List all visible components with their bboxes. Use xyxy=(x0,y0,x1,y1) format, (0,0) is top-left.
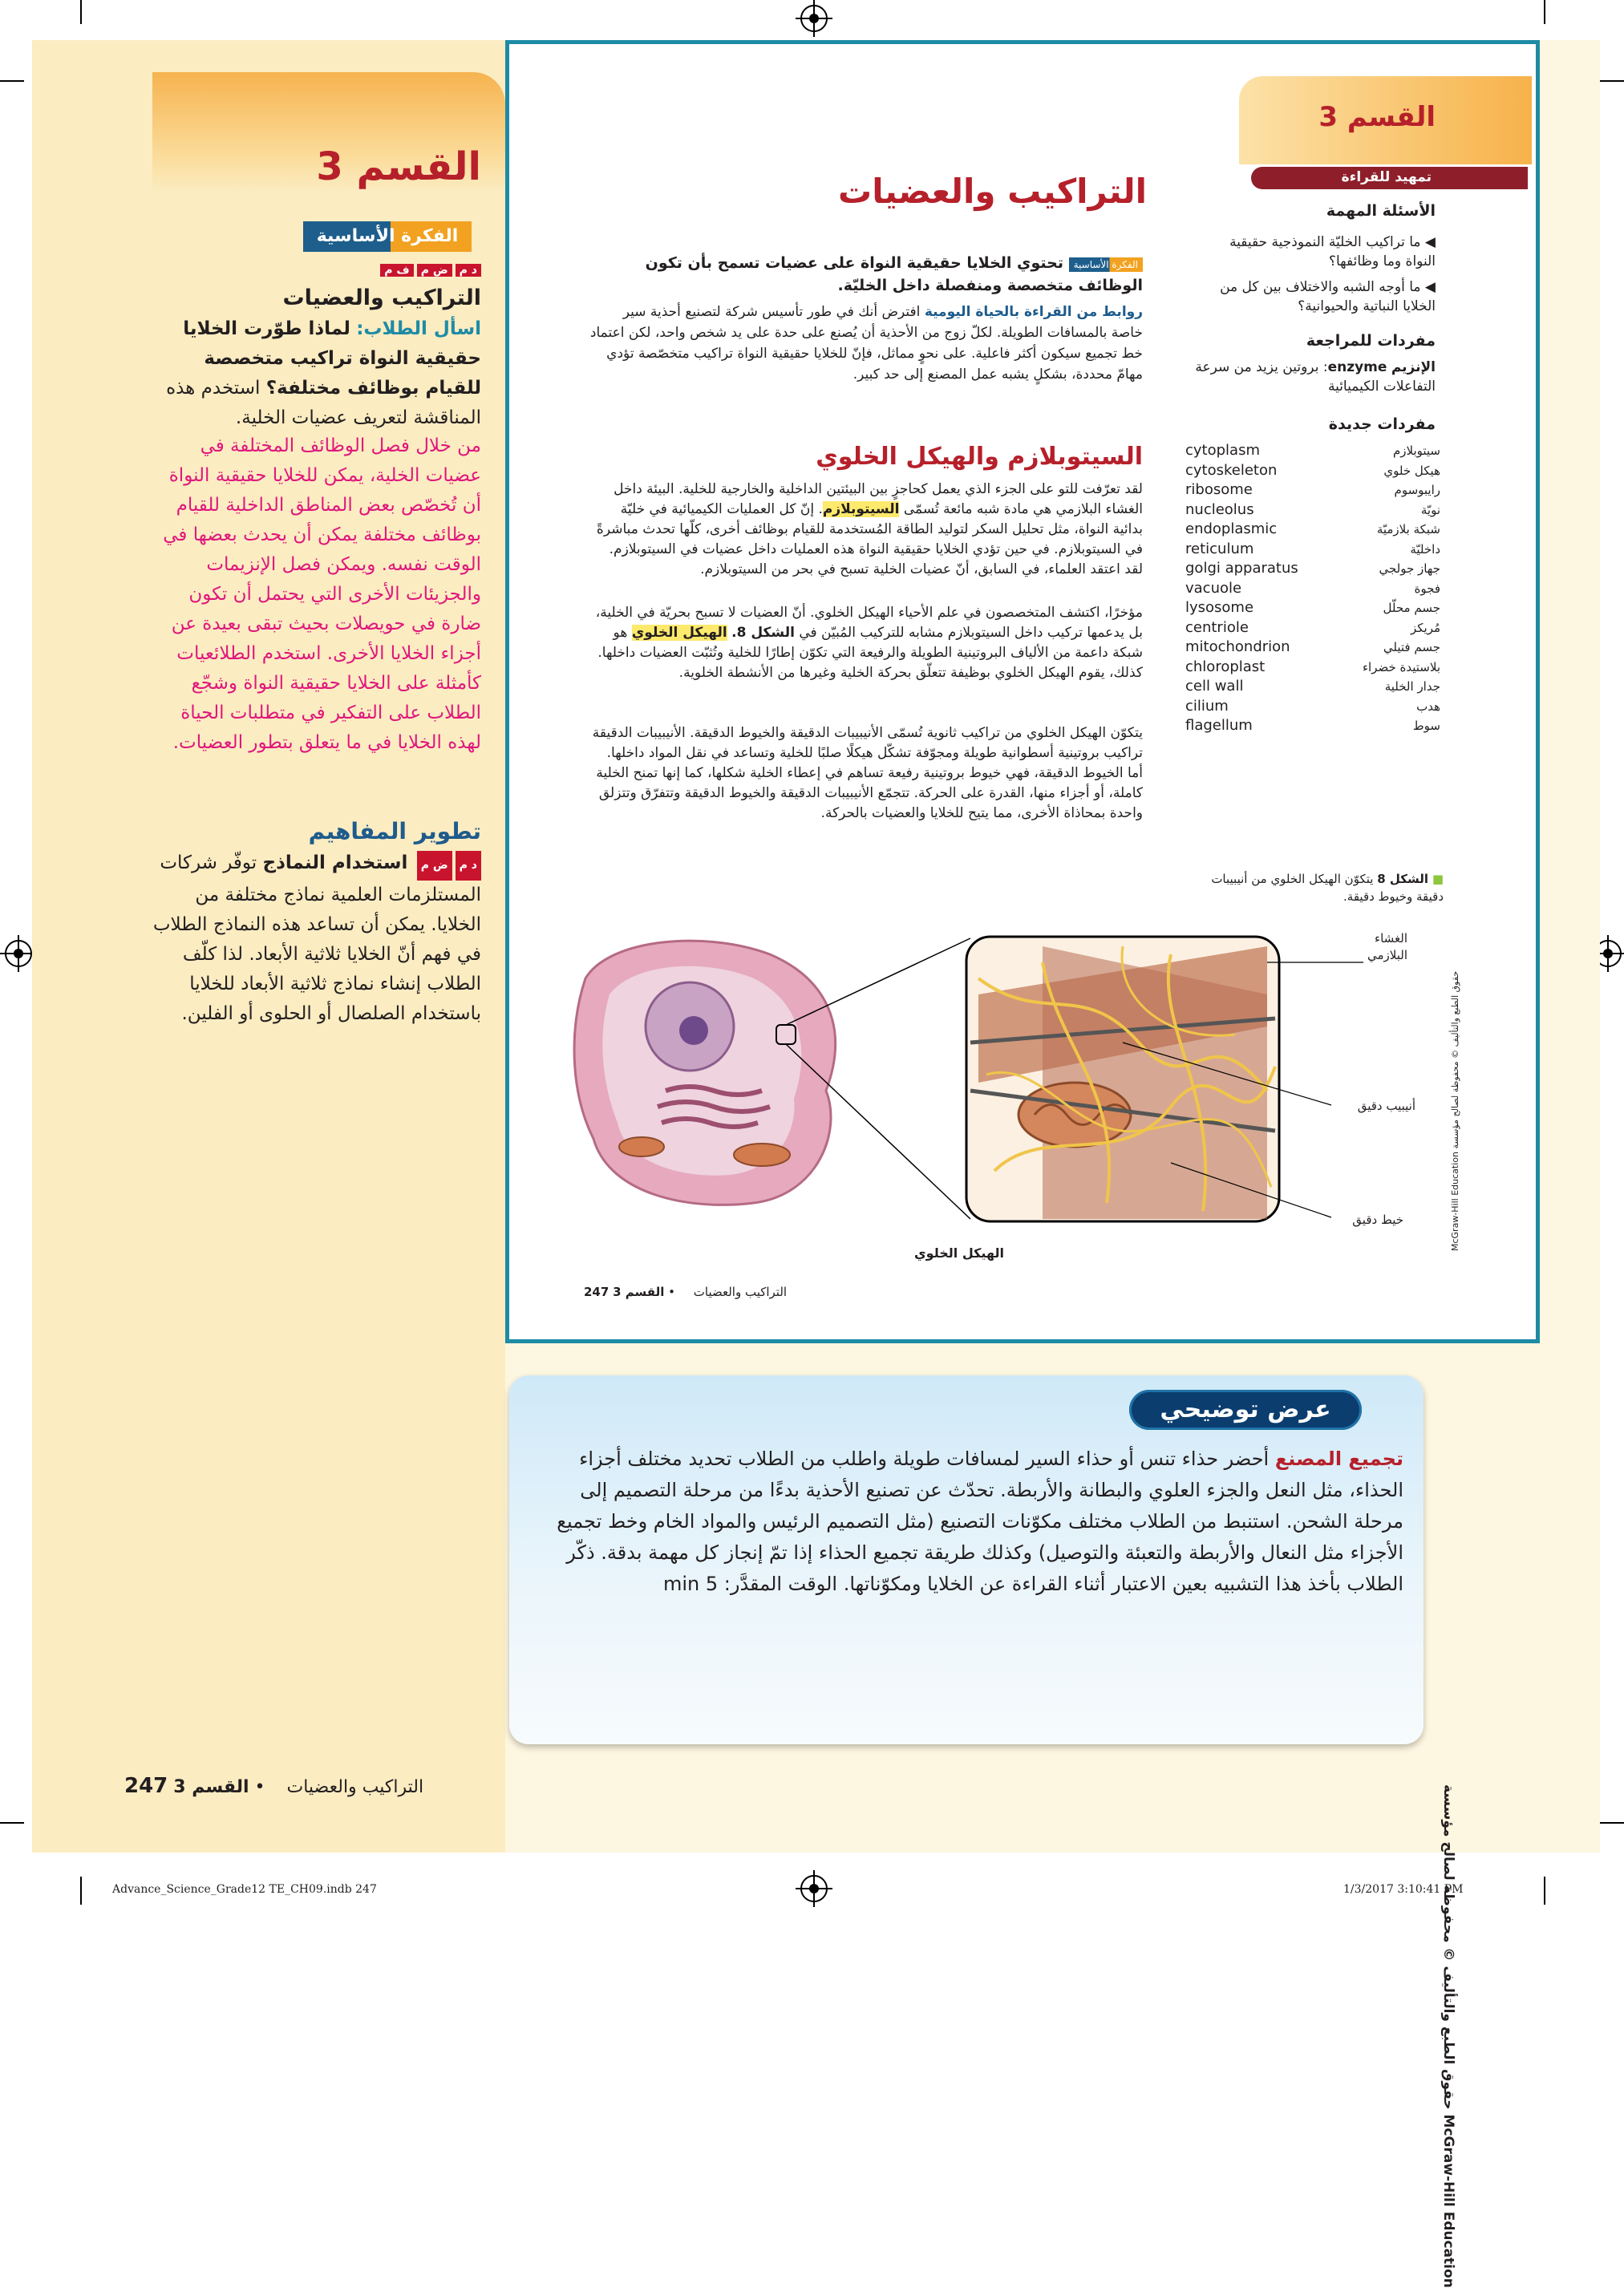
vocab-term-ar: جسم فتيلي xyxy=(1383,640,1440,654)
vocab-term-ar: فجوة xyxy=(1414,581,1440,596)
connection-paragraph: روابط من القراءة بالحياة اليومية افترض أنك في طور تأسيس شركة لتصنيع أحذية سير خاصة بالمسافات الطويلة. لكلّ زوج من الأحذية أن يُصنع على حدة على يد شخص واحد، لكن اعتماد خط تجميع سيكون أكثر فاعلية. على نحوٍ مماثل، فإنّ للخلايا حقيقية النواة تراكيب متخصّصة تؤدي مهامّ محددة، بشكلٍ يشبه عمل المصنع إلى حد كبير. xyxy=(589,304,1143,383)
slug-date: 1/3/2017 3:10:41 PM xyxy=(1343,1883,1464,1896)
vocab-list xyxy=(1185,441,1440,736)
label-microfilament: خيط دقيق xyxy=(1352,1213,1403,1227)
vocab-term-ar: بلاستيدة خضراء xyxy=(1362,659,1440,674)
registration-mark-left xyxy=(5,940,32,967)
vocab-term-en: cilium xyxy=(1185,697,1229,715)
vocab-row xyxy=(1185,441,1440,461)
vocab-term-ar: جدار الخلية xyxy=(1384,679,1440,694)
new-vocab-heading: مفردات جديدة xyxy=(1328,415,1436,433)
vocab-term-en: flagellum xyxy=(1185,717,1253,734)
vocab-term-en: lysosome xyxy=(1185,599,1254,616)
vocab-term-en: nucleolus xyxy=(1185,500,1254,518)
vocab-term-ar: هيكل خلوي xyxy=(1383,463,1440,478)
cell-illustration xyxy=(574,941,836,1205)
vocab-row xyxy=(1185,559,1440,579)
slug-file: Advance_Science_Grade12 TE_CH09.indb 247 xyxy=(112,1883,377,1896)
paragraph-2: مؤخرًا، اكتشف المتخصصون في علم الأحياء الهيكل الخلوي. أنّ العضيات لا تسبح بحريّة في الخلية، بل يدعمها تركيب داخل السيتوبلازم مشابه للتركيب المُبيّن في الشكل 8. الهيكل الخلوي هو شبكة داعمة من الألياف البروتينية الطويلة والرفيعة التي تكوّن إطارًا للخلية وتُثبّت العضيات داخلها. كذلك، يقوم الهيكل الخلوي بوظيفة تتعلّق بحركة الخلية وغيرها من الأنشطة الخلوية. xyxy=(595,605,1143,681)
left-answer: من خلال فصل الوظائف المختلفة في عضيات الخلية، يمكن للخلايا حقيقية النواة أن تُخصّص بعض المناطق الداخلية للقيام بوظائف مختلفة يمكن أن يحدث بعضها في الوقت نفسه. ويمكن فصل الإنزيمات والجزيئات الأخرى التي يحتمل أن تكون ضارة في حويصلات بحيث تبقى بعيدة عن أجزاء الخلايا الأخرى. استخدم الطلائعيات كأمثلة على الخلايا حقيقية النواة وشجّع الطلاب على التفكير في متطلبات الحياة لهذه الخلايا في ما يتعلق بتطور العضيات. xyxy=(163,435,481,753)
subheading: السيتوبلازم والهيكل الخلوي xyxy=(816,443,1143,471)
vocab-term-en: cytoplasm xyxy=(1185,442,1260,459)
vocab-term-ar: رايبوسوم xyxy=(1394,483,1440,497)
left-heading: التراكيب والعضيات xyxy=(282,285,481,310)
vocab-term-ar: سوط xyxy=(1412,719,1440,733)
vocab-row xyxy=(1185,638,1440,658)
main-idea: الفكرة الأساسية تحتوي الخلايا حقيقية النواة على عضيات تسمح بأن تكون الوظائف متخصصة ومنفصلة داخل الخليّة. xyxy=(645,254,1143,294)
vocab-term-ar: جسم محلّل xyxy=(1383,601,1440,615)
models-block: د مض م استخدام النماذج توفّر شركات المستلزمات العلمية نماذج مختلفة من الخلايا. يمكن أن تساعد هذه النماذج الطلاب في فهم أنّ الخلايا ثلاثية الأبعاد. لذا كلّف الطلاب إنشاء نماذج ثلاثية الأبعاد للخلايا باستخدام الصلصال أو الحلوى أو الفلين. xyxy=(152,852,481,1024)
left-question-block: اسأل الطلاب: لماذا طوّرت الخلايا حقيقية النواة تراكيب متخصصة للقيام بوظائف مختلفة؟ استخدم هذه المناقشة لتعريف عضيات الخلية. xyxy=(166,318,481,428)
reading-prep-label: تمهيد للقراءة xyxy=(1341,169,1432,185)
paragraph-1: لقد تعرّفت للتو على الجزء الذي يعمل كحاجزٍ بين البيئتين الداخلية والخارجية للخلية. البيئة داخل الغشاء البلازمي هي مادة شبه مائعة تُسمّى السيتوبلازم. إنّ كل العمليات الكيميائية في خليّة بدائية النواة، مثل تحليل السكر لتوليد الطاقة المُستخدمة للقيام بوظائف أخرى، كلّها تحدث مباشرةً في السيتوبلازم. في حين تؤدي الخلايا حقيقية النواة هذه العمليات داخل عضيات في السيتوبلازم. لقد اعتقد العلماء، في السابق، أنّ عضيات الخلية تسبح في بحر من السيتوبلازم. xyxy=(596,481,1143,577)
vocab-term-ar: جهاز جولجي xyxy=(1379,561,1440,576)
vocab-term-en: golgi apparatus xyxy=(1185,560,1298,577)
label-plasma-membrane: الغشاء البلازمي xyxy=(1367,931,1407,962)
vocab-row xyxy=(1185,598,1440,618)
vocab-term-en: cell wall xyxy=(1185,678,1244,694)
vocab-row xyxy=(1185,658,1440,678)
book-section-label: القسم 3 xyxy=(1318,101,1436,133)
left-tags: د مض مف م xyxy=(337,261,481,277)
figure-title: الهيكل الخلوي xyxy=(914,1245,1004,1261)
main-idea-badge: الفكرة الأساسية xyxy=(1069,257,1143,272)
vocab-row xyxy=(1185,500,1440,520)
book-footer: 247 التراكيب والعضيات • القسم 3 xyxy=(584,1285,788,1299)
outer-credit: حقوق الطبع والتأليف © محفوظة لصالح مؤسسة McGraw-Hill Education xyxy=(1440,1784,1456,2288)
vocab-row xyxy=(1185,618,1440,638)
vocab-row xyxy=(1185,579,1440,599)
essential-questions-heading: الأسئلة المهمة xyxy=(1326,202,1436,220)
vocab-term-ar: هدب xyxy=(1416,699,1440,714)
vocab-row xyxy=(1185,520,1440,559)
vocab-row xyxy=(1185,697,1440,717)
page-title: التراكيب والعضيات xyxy=(838,172,1147,211)
vocab-term-ar: شبكة بلازميّة داخليّة xyxy=(1376,522,1440,557)
vocab-term-ar: مُريكز xyxy=(1410,620,1440,635)
review-vocab-heading: مفردات للمراجعة xyxy=(1306,332,1436,350)
vocab-term-en: ribosome xyxy=(1185,481,1253,498)
vocab-row xyxy=(1185,716,1440,736)
demo-pill: عرض توضيحي xyxy=(1129,1390,1362,1430)
demo-text: تجميع المصنع أحضر حذاء تنس أو حذاء السير لمسافات طويلة واطلب من الطلاب تحديد مختلف أجزاء الحذاء، مثل النعل والجزء العلوي والبطانة والأربطة. تحدّث عن تصنيع الأحذية بدءًا من مرحلة التصميم إلى مرحلة الشحن. استنبط من الطلاب مختلف مكوّنات التصنيع (مثل التصميم الرئيس والمواد الخام وخط تجميع الأجزاء مثل النعال والأربطة والتعبئة والتوصيل) وكذلك طريقة تجميع الحذاء إذا تمّ إنجاز كل مهمة بدقة. ذكّر الطلاب بأخذ هذا التشبيه بعين الاعتبار أثناء القراءة عن الخلايا ومكوّناتها. الوقت المقدَّر: 5 min xyxy=(557,1448,1403,1595)
essential-question-1: ◀ ما تراكيب الخليّة النموذجية حقيقية النواة وما وظائفها؟ xyxy=(1229,234,1436,269)
left-section-label: القسم 3 xyxy=(316,144,481,189)
vocab-term-ar: سيتوبلازم xyxy=(1392,443,1440,458)
cytoskeleton-figure xyxy=(561,930,1444,1275)
big-idea-label: الفكرة الأساسية xyxy=(303,221,472,252)
vocab-row xyxy=(1185,461,1440,481)
vocab-term-en: cytoskeleton xyxy=(1185,461,1278,479)
left-footer: 247 التراكيب والعضيات • القسم 3 xyxy=(124,1774,424,1798)
registration-mark-top xyxy=(800,5,828,32)
zoomed-panel xyxy=(966,937,1279,1221)
vocab-term-en: mitochondrion xyxy=(1185,638,1290,655)
develop-concepts-heading: تطوير المفاهيم xyxy=(308,818,481,844)
vocab-row xyxy=(1185,677,1440,697)
vocab-term-en: endoplasmic reticulum xyxy=(1185,520,1278,557)
figure-caption: ■ الشكل 8 يتكوّن الهيكل الخلوي من أنيبيبات دقيقة وخيوط دقيقة. xyxy=(1211,872,1444,904)
paragraph-3: يتكوّن الهيكل الخلوي من تراكيب ثانوية تُسمّى الأنيبيبات الدقيقة والخيوط الدقيقة. الأنيبيبات الدقيقة تراكيب بروتينية أسطوانية طويلة ومجوّفة تشكّل هيكلًا صلبًا للخلية وتساعد في نقل المواد داخلها. أما الخيوط الدقيقة، فهي خيوط بروتينية رفيعة تساهم في إعطاء الخلية شكلها، كما إنها تمنح الخلية كاملة، أو أجزاء منها، القدرة على الحركة. تتجمّع الأنيبيبات الدقيقة والخيوط الدقيقة وتتفرّق وتتزلق واحدة بمحاذاة الأخرى، مما يتيح للخلايا والعضيات بالحركة. xyxy=(592,725,1143,821)
inner-credit: McGraw-Hill Education حقوق الطبع والتأليف © محفوظة لصالح مؤسسة xyxy=(1450,970,1460,1251)
vocab-row xyxy=(1185,480,1440,500)
registration-mark-bottom xyxy=(800,1875,828,1902)
review-vocab-entry: الإنزيم enzyme: بروتين يزيد من سرعة التفاعلات الكيميائية xyxy=(1195,359,1436,395)
label-microtubule: أنيبيب دقيق xyxy=(1357,1099,1415,1113)
vocab-term-ar: نويّة xyxy=(1420,502,1440,517)
vocab-term-en: chloroplast xyxy=(1185,658,1266,675)
vocab-term-en: vacuole xyxy=(1185,579,1242,597)
left-big-idea-badge xyxy=(303,221,472,252)
vocab-term-en: centriole xyxy=(1185,618,1249,636)
essential-question-2: ◀ ما أوجه الشبه والاختلاف بين كل من الخلايا النباتية والحيوانية؟ xyxy=(1220,279,1436,314)
